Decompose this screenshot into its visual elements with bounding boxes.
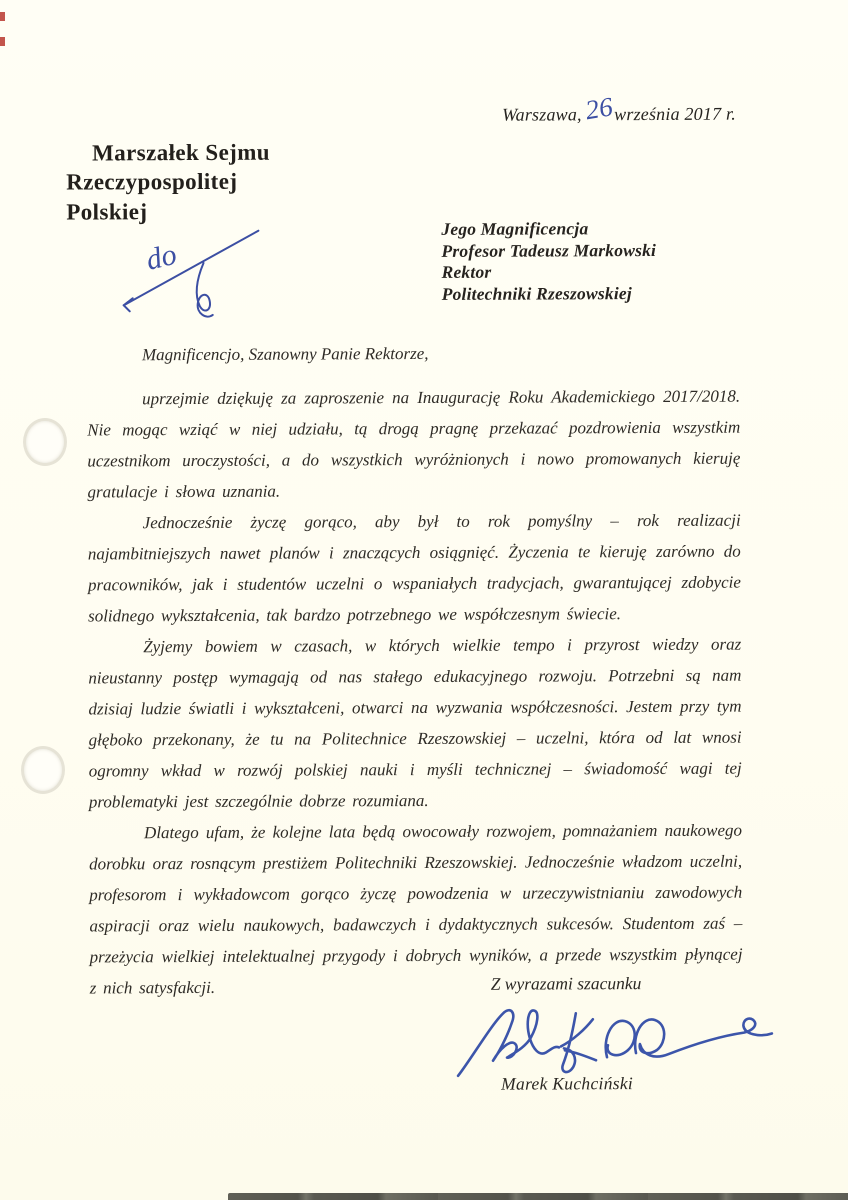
salutation: Magnificencjo, Szanowny Panie Rektorze, [141, 343, 429, 365]
date-line [502, 91, 736, 126]
signer-name: Marek Kuchciński [501, 1073, 634, 1094]
letterhead-line2: Rzeczypospolitej Polskiej [66, 168, 238, 225]
body-paragraph: Jednocześnie życzę gorąco, aby był to rok pomyślny – rok realizacji najambitniejszych nawet planów i znaczących osiągnięć. Życzenia te kieruję zarówno do pracowników, jak i studentów uczelni o wspaniałych tradycjach, gwarantującej zdobycie solidnego wykształcenia, tak bardzo potrzebnego we współczesnym świecie. [87, 510, 741, 626]
signature-ink [452, 994, 782, 1085]
addressee-line: Politechniki Rzeszowskiej [441, 282, 632, 304]
closing-phrase: Z wyrazami szacunku [490, 973, 642, 994]
annotation-paraph [197, 263, 213, 317]
handwritten-annotation-ink [108, 215, 278, 328]
handwritten-day-number: 26 [583, 91, 615, 126]
addressee-line: Rektor [441, 261, 492, 282]
annotation-slash-line [123, 231, 258, 306]
addressee-line: Profesor Tadeusz Markowski [441, 239, 657, 261]
body-paragraph: Dlatego ufam, że kolejne lata będą owocowały rozwojem, pomnażaniem naukowego dorobku oraz rosnącym prestiżem Politechniki Rzeszowskiej. Jednocześnie władzom uczelni, profesorom i wykładowcom gorąco życzę powodzenia w urzeczywistnianiu zawodowych aspiracji oraz wielu naukowych, badawczych i dydaktycznych sukcesów. Studentom zaś – przeżycia wielkiej intelektualnej przygody i dobrych wyników, a przede wszystkim płynącej z nich satysfakcji. [89, 820, 743, 998]
letterhead-line1: Marszałek Sejmu [92, 139, 271, 166]
body-paragraph: uprzejmie dziękuję za zaproszenie na Inaugurację Roku Akademickiego 2017/2018. Nie mogąc wziąć w niej udziału, tą drogą pragnę przekazać pozdrowienia wszystkim uczestnikom uroczystości, a do wszystkich wyróżnionych i nowo promowanych kieruję gratulacje i słowa uznania. [87, 386, 741, 502]
addressee-block [441, 218, 656, 305]
annotation-do-text: do [142, 237, 180, 277]
date-rest: września 2017 r. [614, 103, 736, 125]
annotation-arrowhead [124, 298, 133, 311]
body-paragraph: Żyjemy bowiem w czasach, w których wielkie tempo i przyrost wiedzy oraz nieustanny postęp wymagają od nas stałego edukacyjnego rozwoju. Potrzebni są nam dzisiaj ludzie światli i wykształceni, otwarci na wyzwania współczesności. Jestem przy tym głęboko przekonany, że tu na Politechnice Rzeszowskiej – uczelni, która od lat wnosi ogromny wkład w rozwój polskiej nauki i myśli technicznej – świadomość wagi tej problematyki jest szczególnie dobrze rozumiana. [88, 634, 742, 812]
date-city: Warszawa, [502, 104, 582, 125]
addressee-line: Jego Magnificencja [441, 218, 589, 239]
letter-body [87, 337, 743, 1004]
